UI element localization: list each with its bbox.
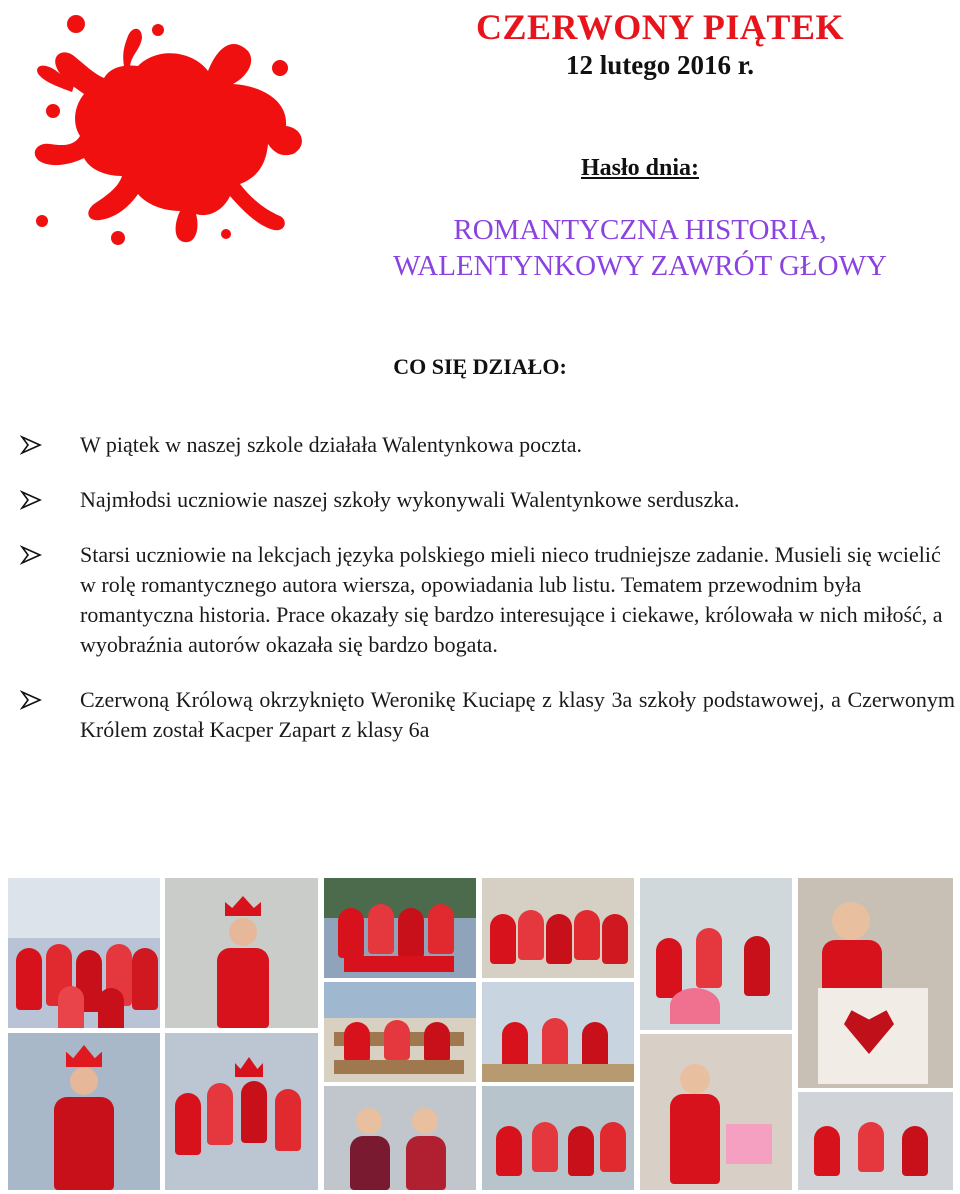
photo xyxy=(324,878,476,978)
motto-line-1: ROMANTYCZNA HISTORIA, xyxy=(453,214,827,246)
list-item xyxy=(20,685,955,745)
list-item-text: Starsi uczniowie na lekcjach języka polskiego mieli nieco trudniejsze zadanie. Musieli się wcielić xyxy=(80,542,941,567)
photo xyxy=(640,878,792,1030)
photo xyxy=(8,878,160,1028)
event-date: 12 lutego 2016 r. xyxy=(566,50,754,80)
motto-label: Hasło dnia: xyxy=(580,155,700,181)
photo xyxy=(798,1092,953,1190)
photo xyxy=(798,878,953,1088)
photo xyxy=(165,878,318,1028)
page-title: CZERWONY PIĄTEK xyxy=(476,7,844,47)
red-splat-image xyxy=(18,6,303,246)
list-item-text: Czerwoną Królową okrzyknięto Weronikę Kuciapę z klasy 3a szkoły podstawowej, a Czerwonym Królem został Kacper Zapart z klasy 6a xyxy=(80,687,955,742)
photo xyxy=(8,1033,160,1190)
photo xyxy=(324,982,476,1082)
arrow-bullet-icon xyxy=(20,690,42,710)
events-list xyxy=(20,430,955,770)
motto-line-2: WALENTYNKOWY ZAWRÓT GŁOWY xyxy=(393,250,887,282)
list-item-text: Najmłodsi uczniowie naszej szkoły wykonywali Walentynkowe serduszka. xyxy=(80,487,740,512)
arrow-bullet-icon xyxy=(20,490,42,510)
list-item xyxy=(20,540,955,660)
motto xyxy=(340,212,940,284)
photo xyxy=(482,878,634,978)
list-item-text-continued: w rolę romantycznego autora wiersza, opowiadania lub listu. Tematem przewodnim była romantyczna historia. Prace okazały się bardzo interesujące i ciekawe, królowała w nich miłość, a wyobraźnia autorów okazała się bardzo bogata. xyxy=(80,572,943,657)
arrow-bullet-icon xyxy=(20,435,42,455)
list-item xyxy=(20,485,955,515)
photo xyxy=(482,982,634,1082)
photo xyxy=(640,1034,792,1190)
photo xyxy=(324,1086,476,1190)
photo xyxy=(482,1086,634,1190)
photo xyxy=(165,1033,318,1190)
list-item-text: W piątek w naszej szkole działała Walentynkowa poczta. xyxy=(80,432,582,457)
photo-collage xyxy=(8,878,953,1190)
arrow-bullet-icon xyxy=(20,545,42,565)
events-heading: CO SIĘ DZIAŁO: xyxy=(393,354,567,379)
list-item xyxy=(20,430,955,460)
